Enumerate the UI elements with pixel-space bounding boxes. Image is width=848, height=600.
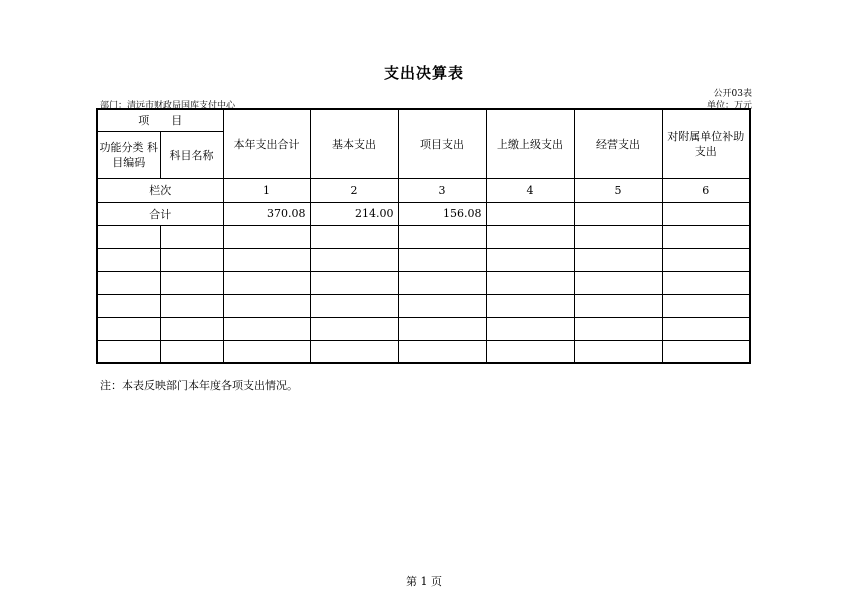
cell	[310, 294, 398, 317]
cell	[486, 225, 574, 248]
cell	[662, 340, 750, 363]
cell	[97, 248, 160, 271]
cell	[398, 294, 486, 317]
cell	[223, 317, 310, 340]
cell	[310, 340, 398, 363]
header-item: 项 目	[97, 109, 223, 131]
report-title: 支出决算表	[383, 64, 464, 82]
total-value	[662, 202, 750, 225]
header-func-code: 功能分类 科目编码	[97, 131, 160, 178]
header-subsidiary: 对附属单位补助支出	[662, 109, 750, 178]
total-value: 214.00	[310, 202, 398, 225]
header-business: 经营支出	[574, 109, 662, 178]
cell	[398, 225, 486, 248]
expenditure-table	[96, 108, 751, 364]
cell	[310, 317, 398, 340]
cell	[97, 225, 160, 248]
cell	[486, 294, 574, 317]
total-value	[486, 202, 574, 225]
header-project: 项目支出	[398, 109, 486, 178]
column-num: 1	[223, 178, 310, 202]
cell	[223, 294, 310, 317]
cell	[160, 225, 223, 248]
column-row-label: 栏次	[97, 178, 223, 202]
table-row	[97, 271, 750, 294]
page-number: 第 1 页	[406, 575, 442, 588]
cell	[486, 317, 574, 340]
cell	[223, 225, 310, 248]
table-note: 注：本表反映部门本年度各项支出情况。	[100, 379, 298, 392]
cell	[574, 317, 662, 340]
cell	[97, 317, 160, 340]
cell	[160, 248, 223, 271]
cell	[574, 294, 662, 317]
total-row-label: 合计	[97, 202, 223, 225]
cell	[223, 340, 310, 363]
header-upper: 上缴上级支出	[486, 109, 574, 178]
cell	[398, 317, 486, 340]
column-num: 6	[662, 178, 750, 202]
cell	[97, 271, 160, 294]
cell	[574, 271, 662, 294]
header-total: 本年支出合计	[223, 109, 310, 178]
cell	[486, 248, 574, 271]
cell	[398, 248, 486, 271]
table-row	[97, 294, 750, 317]
cell	[223, 248, 310, 271]
cell	[574, 225, 662, 248]
cell	[160, 271, 223, 294]
cell	[97, 294, 160, 317]
column-num: 4	[486, 178, 574, 202]
cell	[310, 248, 398, 271]
table-row	[97, 248, 750, 271]
table-row	[97, 225, 750, 248]
header-basic: 基本支出	[310, 109, 398, 178]
cell	[486, 271, 574, 294]
total-value: 370.08	[223, 202, 310, 225]
cell	[97, 340, 160, 363]
total-value	[574, 202, 662, 225]
cell	[662, 225, 750, 248]
cell	[160, 294, 223, 317]
header-subject-name: 科目名称	[160, 131, 223, 178]
cell	[310, 271, 398, 294]
table-row	[97, 340, 750, 363]
column-num: 2	[310, 178, 398, 202]
cell	[160, 317, 223, 340]
cell	[662, 271, 750, 294]
table-row	[97, 317, 750, 340]
cell	[160, 340, 223, 363]
unit-label: 单位：万元	[706, 101, 752, 111]
cell	[310, 225, 398, 248]
cell	[398, 340, 486, 363]
form-code: 公开03表	[713, 89, 752, 99]
column-num: 3	[398, 178, 486, 202]
cell	[574, 248, 662, 271]
cell	[662, 317, 750, 340]
column-num: 5	[574, 178, 662, 202]
cell	[662, 294, 750, 317]
cell	[398, 271, 486, 294]
total-value: 156.08	[398, 202, 486, 225]
cell	[486, 340, 574, 363]
cell	[223, 271, 310, 294]
cell	[662, 248, 750, 271]
cell	[574, 340, 662, 363]
department-label: 部门：清远市财政局国库支付中心	[100, 101, 236, 111]
